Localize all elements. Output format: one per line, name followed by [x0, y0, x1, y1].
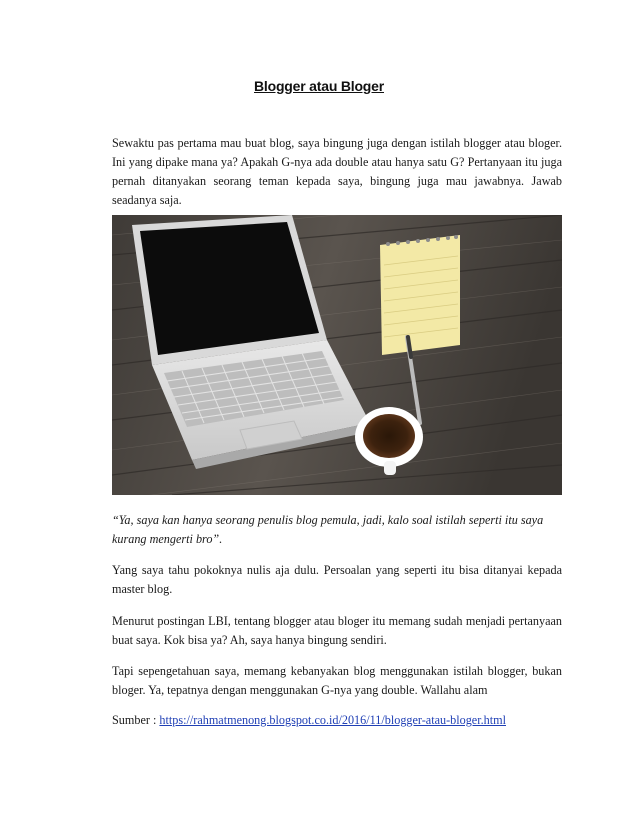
- quote-paragraph: “Ya, saya kan hanya seorang penulis blog pemula, jadi, kalo soal istilah seperti itu saya kurang mengerti bro”.: [112, 513, 544, 546]
- source-line: [112, 711, 562, 730]
- source-link[interactable]: https://rahmatmenong.blogspot.co.id/2016/11/blogger-atau-bloger.html: [159, 713, 506, 727]
- paragraph-2: Yang saya tahu pokoknya nulis aja dulu. Persoalan yang seperti itu bisa ditanyai kepada master blog.: [112, 563, 562, 596]
- paragraph-3: Menurut postingan LBI, tentang blogger atau bloger itu memang sudah menjadi pertanyaan buat saya. Kok bisa ya? Ah, saya hanya bingung sendiri.: [112, 614, 562, 647]
- source-label: Sumber :: [112, 713, 160, 727]
- laptop-desk-photo: [112, 215, 562, 495]
- page-title: Blogger atau Bloger: [254, 78, 384, 94]
- intro-paragraph: Sewaktu pas pertama mau buat blog, saya bingung juga dengan istilah blogger atau bloger. Ini yang dipake mana ya? Apakah G-nya ada double atau hanya satu G? Pertanyaan itu juga pernah ditanyakan seorang teman kepada saya, bingung juga mau jawabnya. Jawab seadanya saja.: [112, 136, 562, 207]
- paragraph-4: Tapi sepengetahuan saya, memang kebanyakan blog menggunakan istilah blogger, bukan bloger. Ya, tepatnya dengan menggunakan G-nya yang double. Wallahu alam: [112, 664, 562, 697]
